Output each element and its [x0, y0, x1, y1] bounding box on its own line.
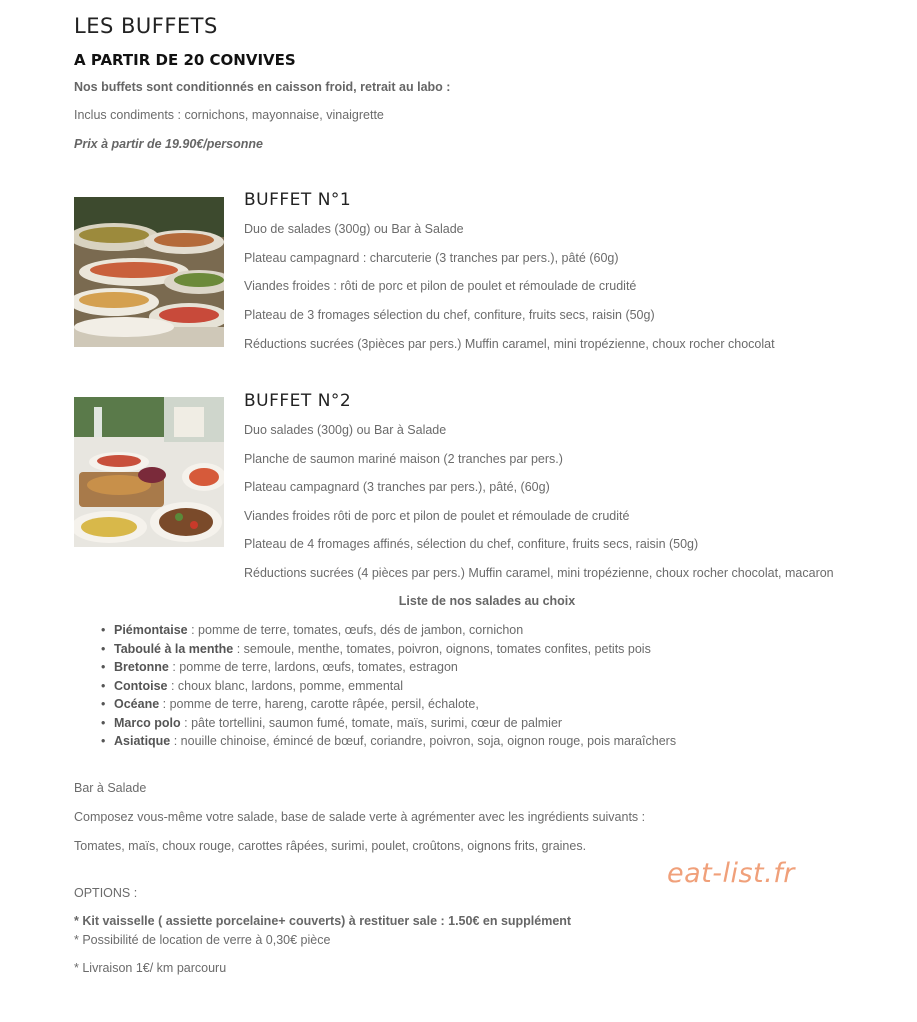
bar-ingredients: Tomates, maïs, choux rouge, carottes râpées, surimi, poulet, croûtons, oignons frits, graines. — [74, 839, 587, 853]
salad-name: Contoise — [114, 678, 168, 693]
salads-list — [74, 621, 676, 751]
salad-desc: : pomme de terre, lardons, œufs, tomates, estragon — [168, 660, 458, 674]
buffet-1-item: Réductions sucrées (3pièces par pers.) Muffin caramel, mini tropézienne, choux rocher chocolat — [244, 337, 775, 351]
buffet-2-title: BUFFET N°2 — [244, 391, 352, 411]
bar-description: Composez vous-même votre salade, base de salade verte à agrémenter avec les ingrédients suivants : — [74, 810, 646, 824]
buffet-2-item: Duo salades (300g) ou Bar à Salade — [244, 423, 447, 437]
option-kit: * Kit vaisselle ( assiette porcelaine+ couverts) à restituer sale : 1.50€ en supplément — [74, 914, 572, 928]
salad-item — [114, 732, 676, 751]
page-subtitle: A PARTIR DE 20 CONVIVES — [74, 51, 296, 69]
buffet-1-item: Duo de salades (300g) ou Bar à Salade — [244, 222, 464, 236]
intro-text: Nos buffets sont conditionnés en caisson froid, retrait au labo : — [74, 80, 451, 94]
salad-name: Piémontaise — [114, 623, 188, 637]
salad-name: Bretonne — [114, 660, 169, 674]
salad-desc: : pomme de terre, tomates, œufs, dés de jambon, cornichon — [187, 623, 524, 637]
buffet-1-item: Plateau campagnard : charcuterie (3 tranches par pers.), pâté (60g) — [244, 251, 619, 265]
buffet-2-photo — [74, 397, 224, 547]
watermark-text: eat-list.fr — [667, 858, 795, 889]
salad-item — [114, 640, 676, 659]
salad-item — [114, 677, 676, 696]
options-title: OPTIONS : — [74, 886, 138, 900]
buffet-1-item: Viandes froides : rôti de porc et pilon de poulet et rémoulade de crudité — [244, 279, 637, 293]
condiments-text: Inclus condiments : cornichons, mayonnaise, vinaigrette — [74, 108, 384, 122]
salad-name: Taboulé à la menthe — [114, 641, 234, 656]
buffet-1-title: BUFFET N°1 — [244, 190, 352, 210]
salad-name: Océane — [114, 697, 160, 711]
buffet-2-item: Réductions sucrées (4 pièces par pers.) Muffin caramel, mini tropézienne, choux rocher chocolat, macaron — [244, 566, 834, 580]
buffet-2-item: Viandes froides rôti de porc et pilon de poulet et rémoulade de crudité — [244, 509, 630, 523]
buffet-1-item: Plateau de 3 fromages sélection du chef, confiture, fruits secs, raisin (50g) — [244, 308, 655, 322]
option-verre: * Possibilité de location de verre à 0,30€ pièce — [74, 933, 331, 947]
salad-item — [114, 658, 676, 677]
salad-name: Marco polo — [114, 715, 181, 730]
salad-desc: : semoule, menthe, tomates, poivron, oignons, tomates confites, petits pois — [233, 641, 651, 656]
buffet-1-photo — [74, 197, 224, 347]
buffet-2-item: Planche de saumon mariné maison (2 tranches par pers.) — [244, 452, 563, 466]
page-title: LES BUFFETS — [74, 14, 218, 38]
salad-item — [114, 695, 676, 714]
salad-desc: : pâte tortellini, saumon fumé, tomate, maïs, surimi, cœur de palmier — [180, 715, 563, 730]
salad-item — [114, 621, 676, 640]
salad-item — [114, 714, 676, 733]
salad-desc: : choux blanc, lardons, pomme, emmental — [167, 678, 404, 693]
salad-desc: : pomme de terre, hareng, carotte râpée, persil, échalote, — [159, 697, 479, 711]
salad-desc: : nouille chinoise, émincé de bœuf, coriandre, poivron, soja, oignon rouge, pois maraîchers — [170, 734, 677, 748]
bar-title: Bar à Salade — [74, 781, 147, 795]
salad-name: Asiatique — [114, 734, 171, 748]
price-text: Prix à partir de 19.90€/personne — [74, 137, 263, 151]
option-livraison: * Livraison 1€/ km parcouru — [74, 961, 227, 975]
buffet-2-item: Plateau campagnard (3 tranches par pers.), pâté, (60g) — [244, 480, 550, 494]
buffet-2-item: Plateau de 4 fromages affinés, sélection du chef, confiture, fruits secs, raisin (50g) — [244, 537, 699, 551]
salads-heading: Liste de nos salades au choix — [398, 594, 576, 608]
